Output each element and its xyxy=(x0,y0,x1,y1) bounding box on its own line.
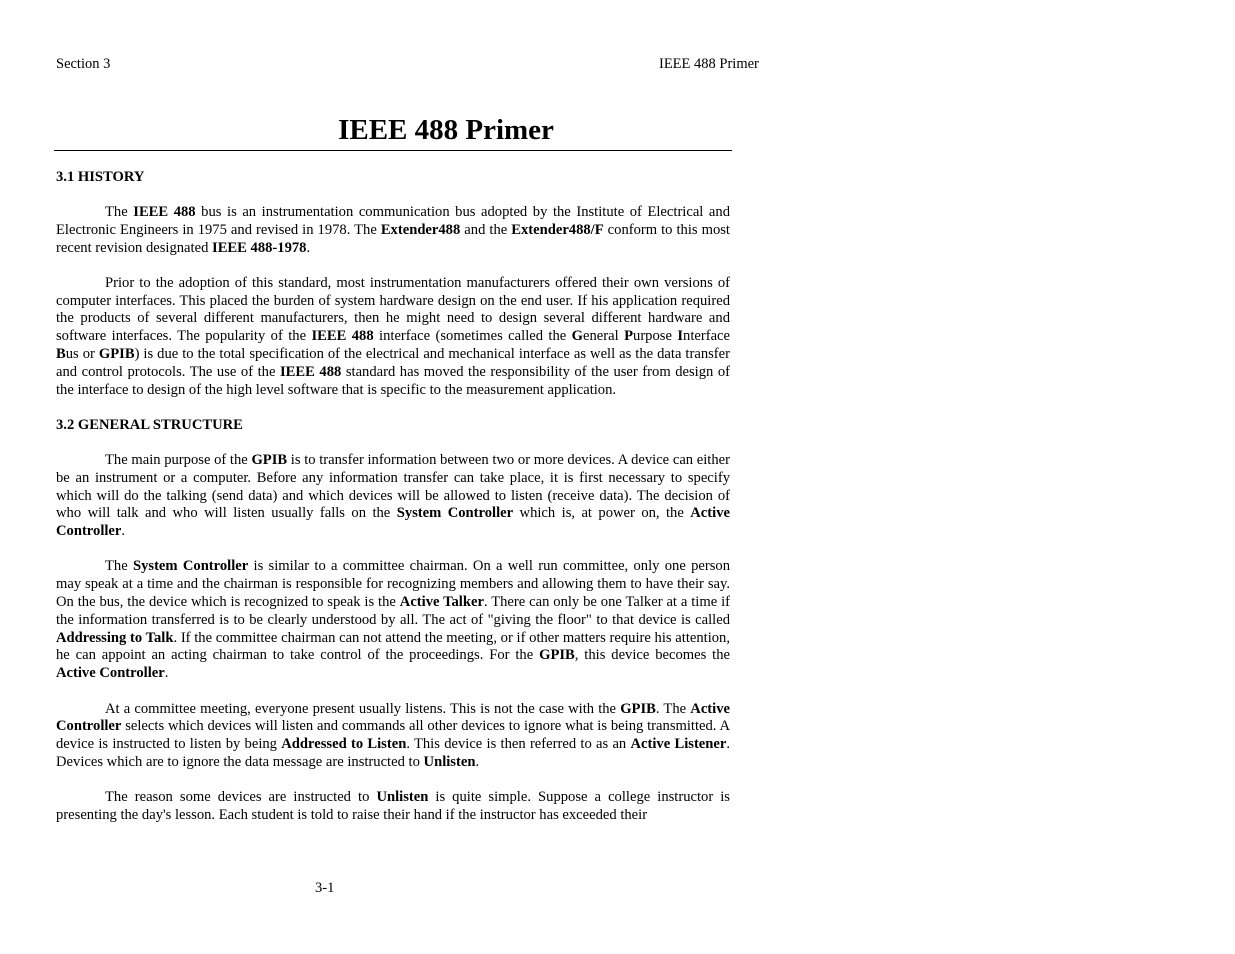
bold-term: IEEE 488 xyxy=(133,204,196,220)
bold-term: Active Controller xyxy=(56,505,730,540)
section-heading: 3.1 HISTORY xyxy=(56,169,145,185)
bold-term: Addressed to Listen xyxy=(281,736,407,753)
body-paragraph: Prior to the adoption of this standard, most instrumentation manufacturers offered their own versions of computer interfaces. This placed the burden of system hardware design on the end user. If his application required the products of several different manufacturers, then he might need to design several different hardware and software interfaces. The popularity of the IEEE 488 interface (sometimes called the General Purpose Interface Bus or GPIB) is due to the total specification of the electrical and mechanical interface as well as the data transfer and control protocols. The use of the IEEE 488 standard has moved the responsibility of the user from design of the interface to design of the high level software that is specific to the measurement application. xyxy=(56,274,731,398)
bold-term: Extender488/F xyxy=(511,221,604,238)
bold-term: System Controller xyxy=(396,505,514,522)
bold-term: Active Talker xyxy=(399,594,484,611)
bold-term: GPIB xyxy=(98,346,135,363)
bold-term: IEEE 488 xyxy=(279,363,342,380)
bold-term: B xyxy=(56,346,66,363)
bold-term: Extender488 xyxy=(380,221,461,238)
bold-term: Active Controller xyxy=(56,700,730,735)
bold-term: I xyxy=(677,328,684,345)
page-title-rule xyxy=(54,112,732,151)
body-paragraph: The reason some devices are instructed to Unlisten is quite simple. Suppose a college instructor is presenting the day's lesson. Each student is told to raise their hand if the instructor has exceeded their xyxy=(56,789,730,824)
bold-term: IEEE 488 xyxy=(311,328,374,345)
body-paragraph: The System Controller is similar to a committee chairman. On a well run committee, only one person may speak at a time and the chairman is responsible for recognizing members and allowing them to have their say. On the bus, the device which is recognized to speak is the Active Talker. There can only be one Talker at a time if the information transferred is to be clearly understood by all. The act of "giving the floor" to that device is called Addressing to Talk. If the committee chairman can not attend the meeting, or if other matters require his attention, he can appoint an acting chairman to take control of the proceedings. For the GPIB, this device becomes the Active Controller. xyxy=(56,558,731,682)
running-header-title: IEEE 488 Primer xyxy=(659,56,759,72)
bold-term: IEEE 488-1978 xyxy=(212,239,307,256)
bold-term: Addressing to Talk xyxy=(56,629,174,646)
bold-term: GPIB xyxy=(539,647,575,664)
body-paragraph: At a committee meeting, everyone present usually listens. This is not the case with the GPIB. The Active Controller selects which devices will listen and commands all other devices to ignore what is being transmitted. A device is instructed to listen by being Addressed to Listen. This device is then referred to as an Active Listener. Devices which are to ignore the data message are instructed to Unlisten. xyxy=(56,700,731,770)
bold-term: Unlisten xyxy=(376,789,429,806)
bold-term: System Controller xyxy=(132,558,249,575)
bold-term: Active Listener xyxy=(630,736,727,753)
bold-term: P xyxy=(624,328,634,345)
body-paragraph: The main purpose of the GPIB is to transfer information between two or more devices. A device can either be an instrument or a computer. Before any information transfer can take place, it is first necessary to specify which will do the talking (send data) and which devices will be allowed to listen (receive data). The decision of who will talk and who will listen usually falls on the System Controller which is, at power on, the Active Controller. xyxy=(56,451,730,540)
page-number: 3-1 xyxy=(315,880,335,896)
bold-term: G xyxy=(571,328,584,345)
body-paragraph: The IEEE 488 bus is an instrumentation communication bus adopted by the Institute of Electrical and Electronic Engineers in 1975 and revised in 1978. The Extender488 and the Extender488/F conform to this most recent revision designated IEEE 488-1978. xyxy=(56,204,731,256)
page-title: IEEE 488 Primer xyxy=(338,114,554,146)
section-heading: 3.2 GENERAL STRUCTURE xyxy=(56,416,243,433)
running-header-section: Section 3 xyxy=(56,56,111,72)
bold-term: Unlisten xyxy=(423,753,476,770)
bold-term: GPIB xyxy=(620,700,656,717)
document-body xyxy=(56,169,730,825)
bold-term: GPIB xyxy=(251,451,288,468)
bold-term: Active Controller xyxy=(56,665,165,682)
